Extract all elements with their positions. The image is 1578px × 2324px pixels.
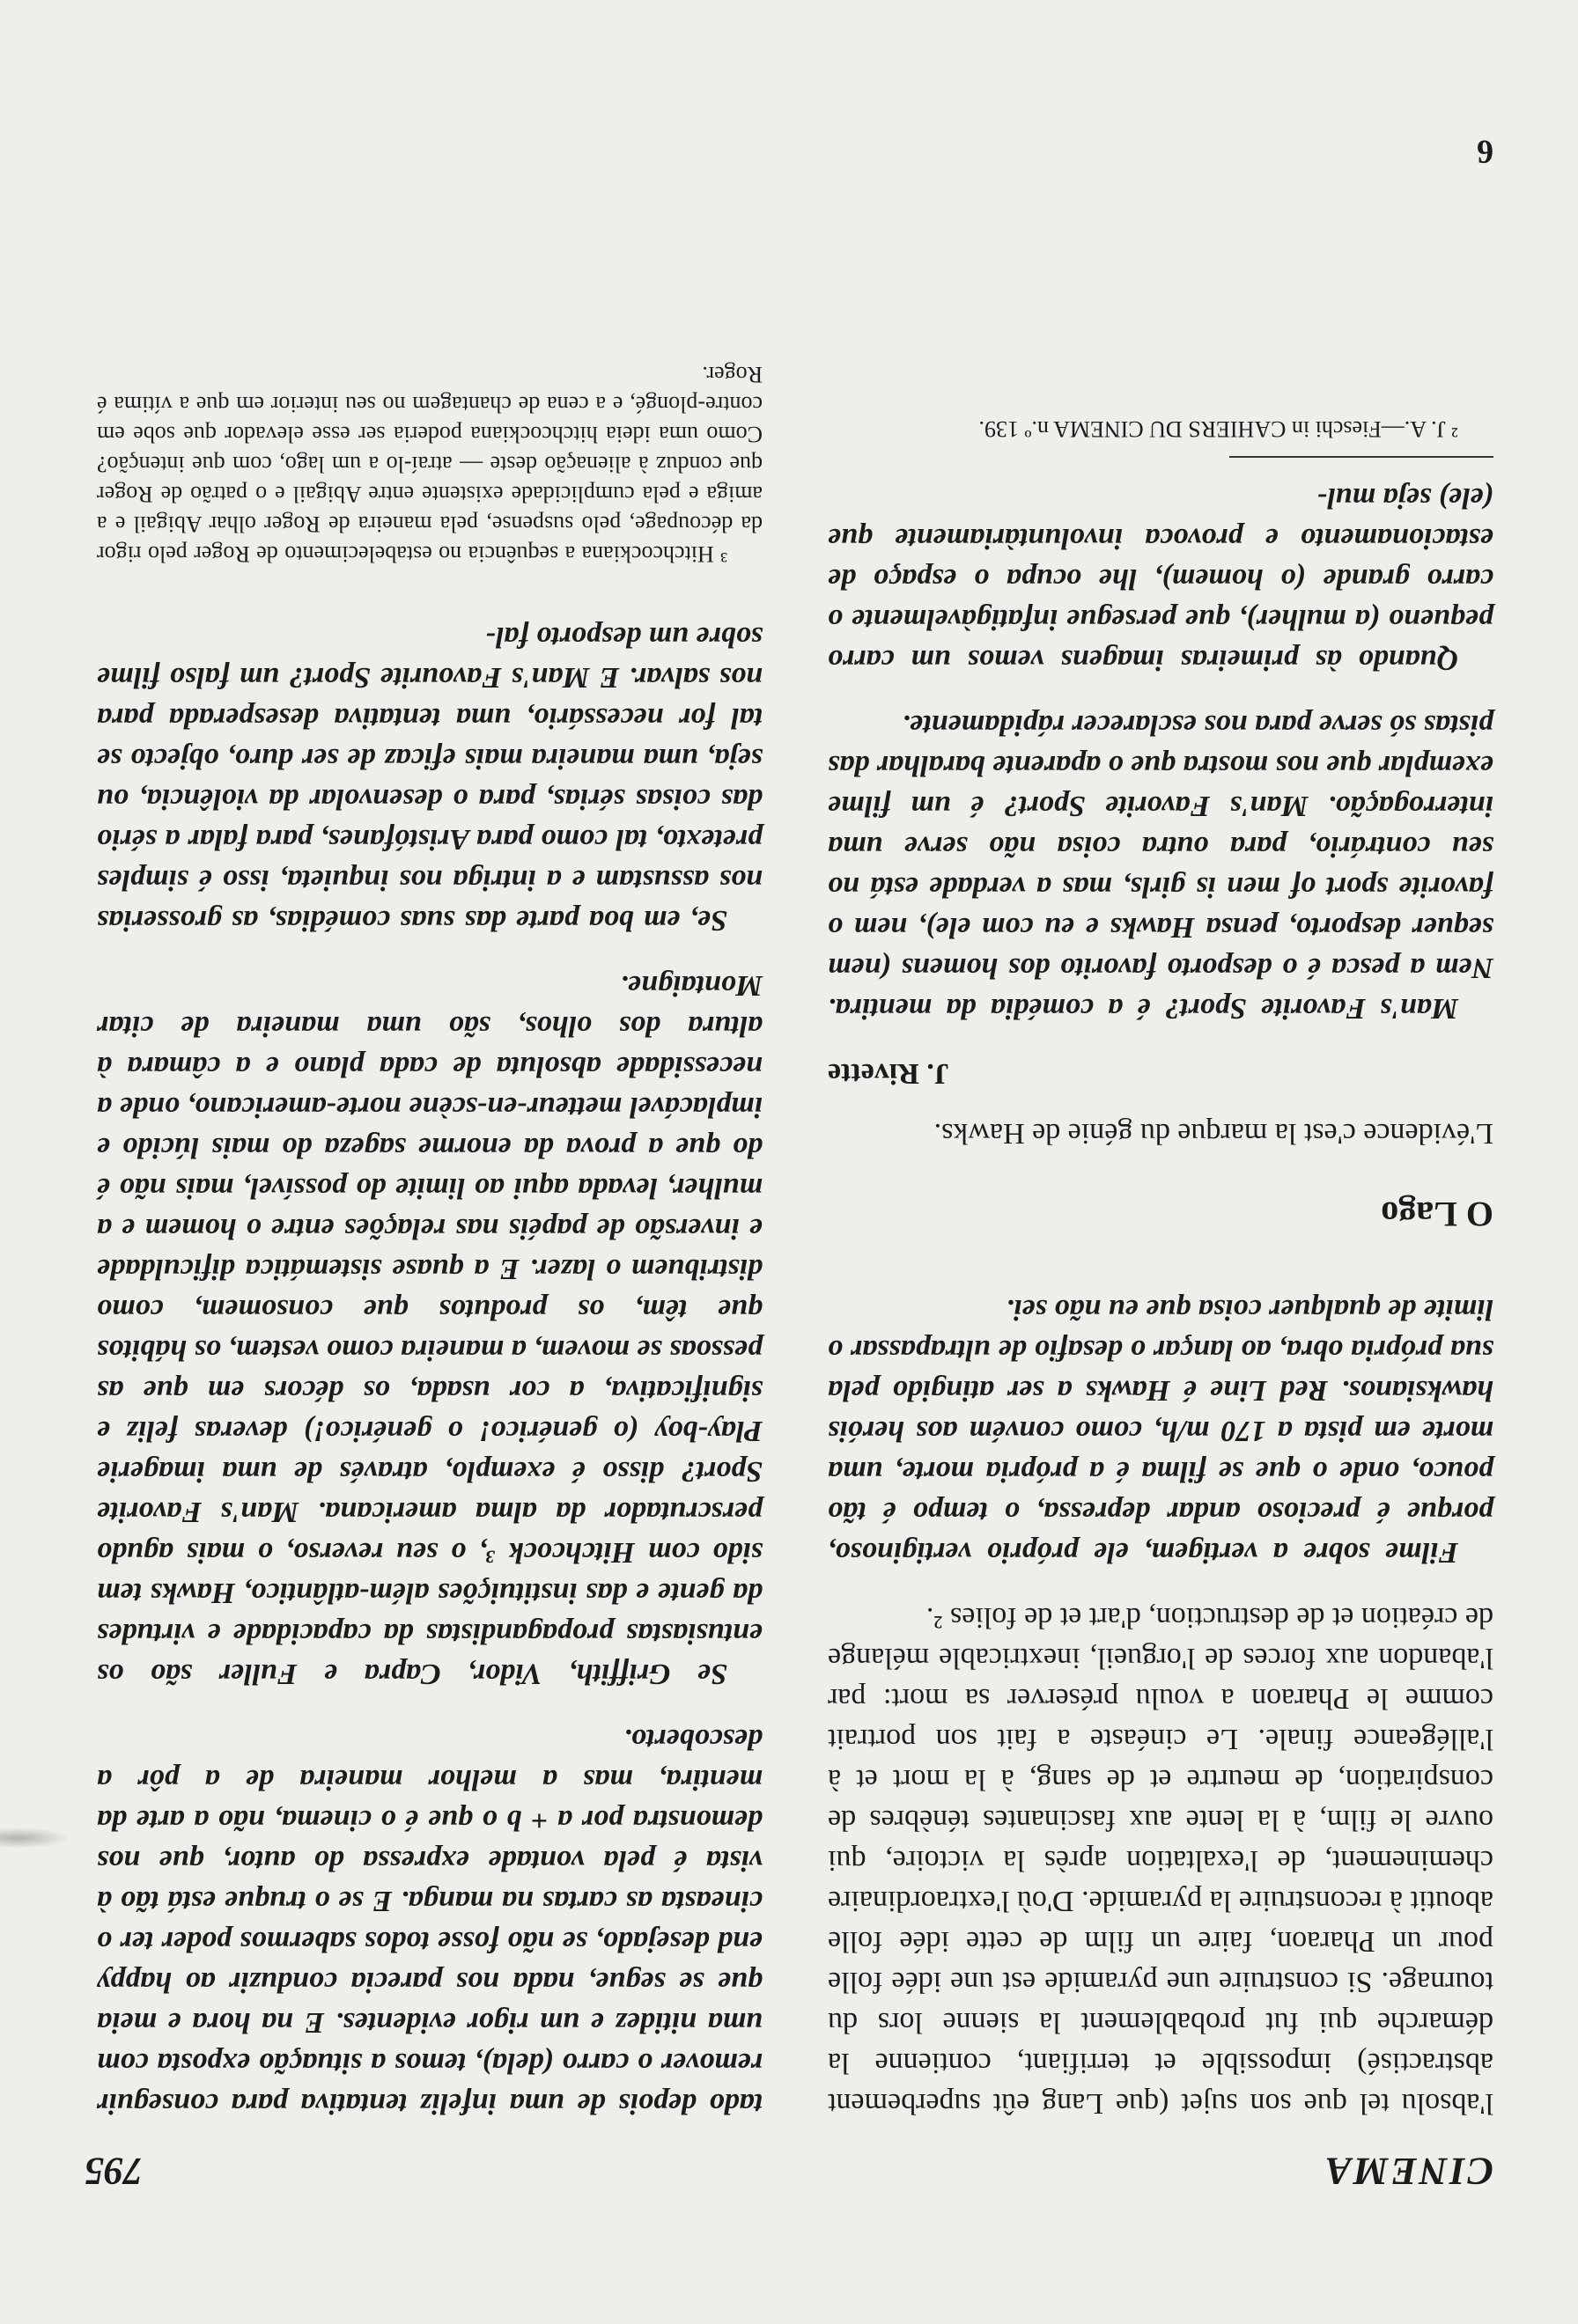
- footnote: ² J. A.—Fieschi in CAHIERS DU CINEMA n.º 139.: [978, 416, 1458, 442]
- section-title: O Lago: [1381, 1195, 1493, 1234]
- left-column: [828, 414, 1493, 2123]
- page-number: 795: [85, 2150, 143, 2193]
- paragraph: Se Griffith, Vidor, Capra e Fuller são os entusiastas propagandistas da capacidade e virtudes da gente e das instituições além-atlântico, Hawks tem sido com Hitchcock ³, o seu reverso, o mais agudo perscrutador da alma americana. Man's Favorite Sport? disso é exemplo, através de uma imagerie Play-boy (o genérico! o genérico!) deveras feliz e significativa, a cor usada, os décors em que as pessoas se movem, a maneira como vestem, os hábitos que têm, os produtos que consomem, como distribuem o lazer. E a quase sistemática dificuldade e inversão de papéis nas relações entre o homem e a mulher, levada aqui ao limite do possível, mais não é do que a prova da enorme sageza do mais lúcido e implacável metteur-en-scène norte-americano, onde a necessidade absoluta de cada plano e a câmara à altura dos olhos, são uma maneira de citar Montaigne.: [97, 969, 763, 1690]
- paragraph: Filme sobre a vertigem, ele próprio vertiginoso, porque é precioso andar depressa, o tempo é tão pouco, onde o que se filma é a própria morte, uma morte em pista a 170 m/h, como convém aos heróis hawksianos. Red Line é Hawks a ser atingido pela sua própria obra, ao lançar o desafio de ultrapassar o limite de qualquer coisa que eu não sei.: [828, 1293, 1493, 1569]
- paragraph: Se, em boa parte das suas comédias, as grosserias nos assustam e a intriga nos inquieta, isso é simples pretexto, tal como para Aristófanes, para falar a sério das coisas sérias, para o desenvolar da violência, ou seja, uma maneira mais eficaz de ser duro, objecto se tal for necessário, uma tentativa desesperada para nos salvar. E Man's Favourite Sport? um falso filme sobre um desporto fal-: [97, 621, 763, 937]
- scan-smudge: [0, 1828, 70, 1849]
- paragraph: tado depois de uma infeliz tentativa para conseguir remover o carro (dela), temos a situação exposta com uma nitidez e um rigor evidentes. E na hora e meia que se segue, nada nos parecia conduzir ao happy end desejado, se não fosse todos sabermos poder ter o cineasta as cartas na manga. E se o truque está tão à vista é pela vontade expressa do autor, que nos demonstra por a + b o que é o cinema, não a arte da mentira, mas a melhor maneira de a pôr a descoberto.: [97, 1723, 763, 2120]
- epigraph: L'évidence c'est la marque du génie de Hawks.: [933, 1117, 1493, 1150]
- footnote-rule: [1229, 456, 1493, 458]
- paragraph: l'absolu tel que son sujet (que Lang eût superbement abstractisé) impossible et terrifiant, contienne la démarche qui fut probablement la sienne lors du tournage. Si construire une pyramide est une idée folle pour un Pharaon, faire un film de cette idée folle aboutit à reconstruire la pyramide. D'où l'extraordinaire cheminement, de l'exaltation après la victoire, qui ouvre le film, à la lente aux fascinantes ténèbres de conspiration, de meurtre et de sang, à la mort et à l'allégeance finale. Le cinéaste a fait son portrait comme le Pharaon a voulu préserver sa mort: par l'abandon aux forces de l'orgueil, inextricable mélange de création et de destruction, d'art et de folies ².: [828, 1601, 1493, 2120]
- paragraph: Man's Favorite Sport? é a comédia da mentira. Nem a pesca é o desporto favorito dos homens (nem sequer desporto, pensa Hawks e eu com ele), nem o favorite sport of men is girls, mas a verdade está no seu contrário, para outra coisa não serve uma interrogação. Man's Favorite Sport? é um filme exemplar que nos mostra que o aparente baralhar das pistas só serve para nos esclarecer rápidamente.: [828, 709, 1493, 1025]
- running-head: CINEMA: [1322, 2150, 1493, 2193]
- paragraph: Quando às primeiras imagens vemos um carro pequeno (a mulher), que persegue infatigàvelmente o carro grande (o homem), lhe ocupa o espaço de estacionamento e provoca involuntàriamente que (ele) seja mul-: [828, 482, 1493, 676]
- folio-mark: 6: [1477, 133, 1493, 170]
- signature: J. Rivette: [828, 1057, 949, 1090]
- right-column: [97, 359, 763, 2123]
- footnote: ³ Hitchcockiana a sequência no estabelecimento de Roger pelo rigor da découpage, pelo suspense, pela maneira de Roger olhar Abigail e a amiga e pela cumplicidade existente entre Abigail e o patrão de Roger que conduz à alienação deste — atraí-lo a um lago, com que intenção? Como uma ideia hitchcockiana poderia ser esse elevador que sobe em contre-plongé, e a cena de chantagem no seu interior em que a vítima é Roger.: [97, 362, 763, 567]
